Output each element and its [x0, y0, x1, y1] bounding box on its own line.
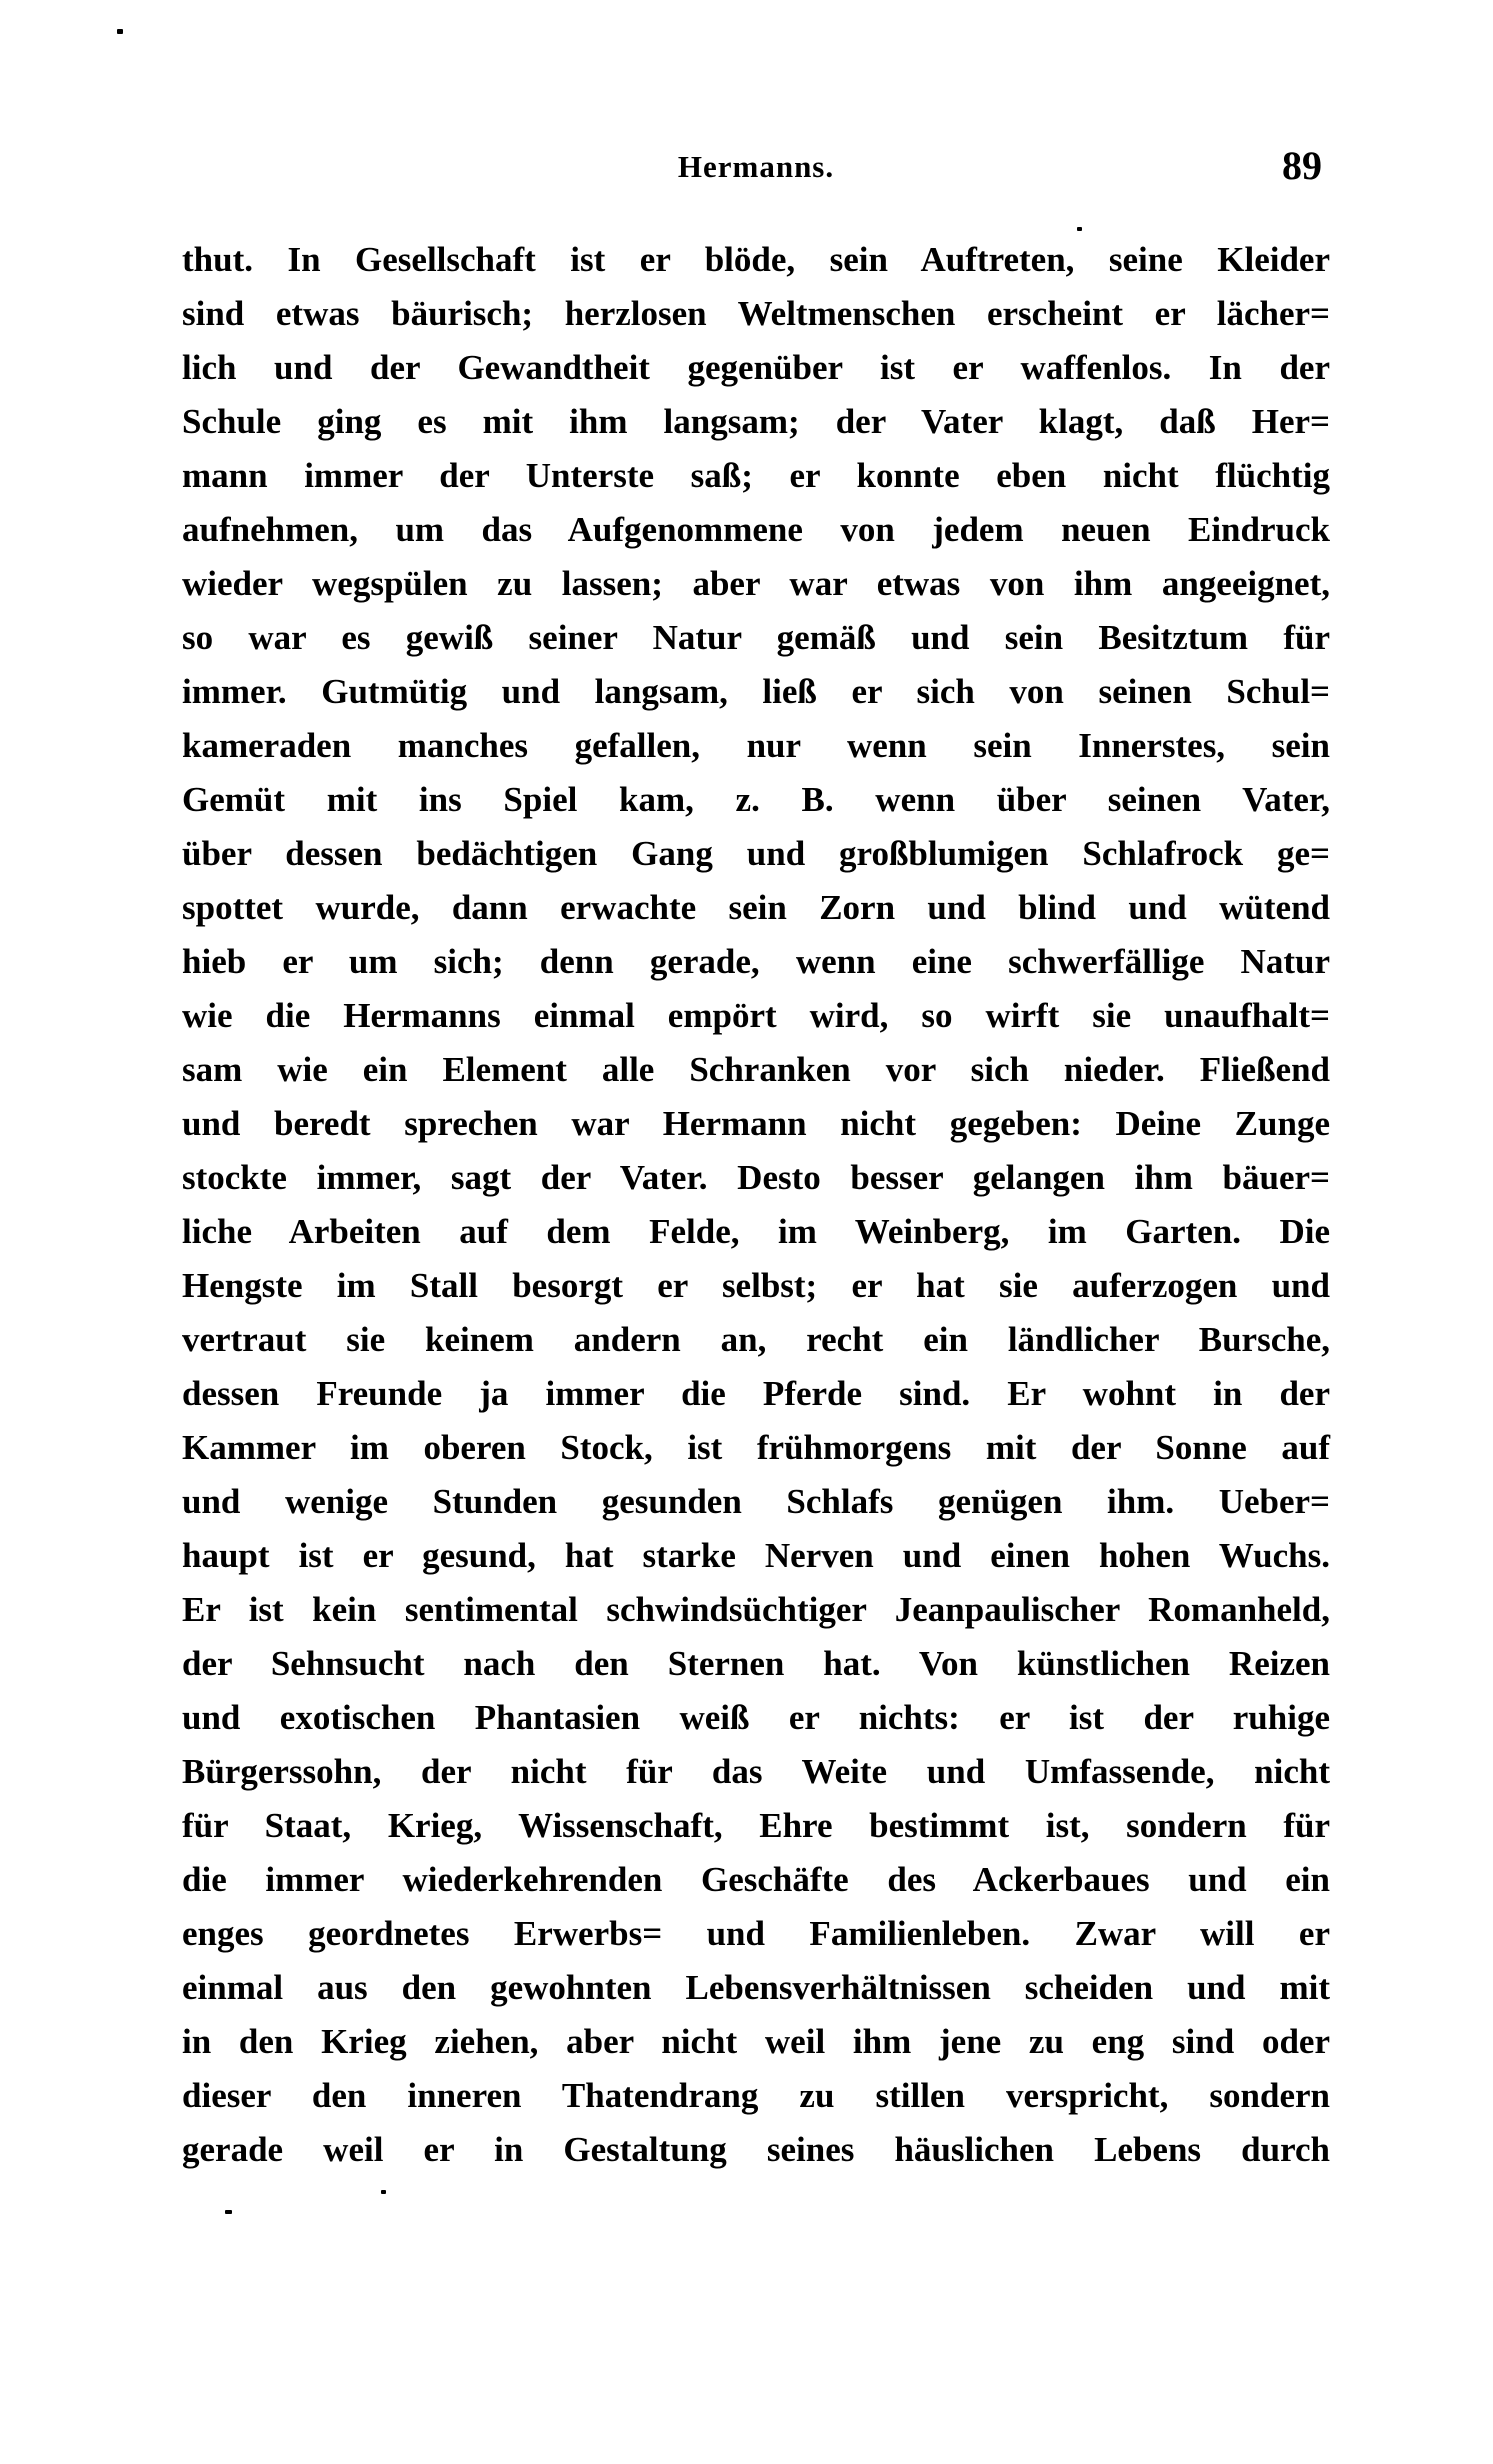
page-header	[182, 138, 1330, 196]
text-line: über dessen bedächtigen Gang und großblumigen Schlafrock ge=	[182, 834, 1330, 873]
text-line: die immer wiederkehrenden Geschäfte des Ackerbaues und ein	[182, 1860, 1330, 1899]
ink-speck	[381, 2190, 386, 2194]
text-line: spottet wurde, dann erwachte sein Zorn und blind und wütend	[182, 888, 1330, 927]
text-line: aufnehmen, um das Aufgenommene von jedem neuen Eindruck	[182, 510, 1330, 549]
text-line: und beredt sprechen war Hermann nicht gegeben: Deine Zunge	[182, 1104, 1330, 1143]
text-line: hieb er um sich; denn gerade, wenn eine schwerfällige Natur	[182, 942, 1330, 981]
text-line: sam wie ein Element alle Schranken vor sich nieder. Fließend	[182, 1050, 1330, 1089]
text-line: enges geordnetes Erwerbs= und Familienleben. Zwar will er	[182, 1914, 1330, 1953]
text-line: thut. In Gesellschaft ist er blöde, sein Auftreten, seine Kleider	[182, 240, 1330, 279]
text-line: kameraden manches gefallen, nur wenn sein Innerstes, sein	[182, 726, 1330, 765]
text-line: und exotischen Phantasien weiß er nichts: er ist der ruhige	[182, 1698, 1330, 1737]
ink-speck	[117, 29, 123, 34]
text-line: der Sehnsucht nach den Sternen hat. Von künstlichen Reizen	[182, 1644, 1330, 1683]
text-line: sind etwas bäurisch; herzlosen Weltmenschen erscheint er lächer=	[182, 294, 1330, 333]
text-line: Er ist kein sentimental schwindsüchtiger Jeanpaulischer Romanheld,	[182, 1590, 1330, 1629]
text-line: lich und der Gewandtheit gegenüber ist er waffenlos. In der	[182, 348, 1330, 387]
text-line: mann immer der Unterste saß; er konnte eben nicht flüchtig	[182, 456, 1330, 495]
text-line: vertraut sie keinem andern an, recht ein ländlicher Bursche,	[182, 1320, 1330, 1359]
text-line: immer. Gutmütig und langsam, ließ er sich von seinen Schul=	[182, 672, 1330, 711]
ink-speck	[225, 2210, 232, 2214]
text-line: dieser den inneren Thatendrang zu stillen verspricht, sondern	[182, 2076, 1330, 2115]
text-line: wie die Hermanns einmal empört wird, so wirft sie unaufhalt=	[182, 996, 1330, 1035]
text-line: in den Krieg ziehen, aber nicht weil ihm jene zu eng sind oder	[182, 2022, 1330, 2061]
ink-speck	[1077, 227, 1082, 231]
text-line: liche Arbeiten auf dem Felde, im Weinberg, im Garten. Die	[182, 1212, 1330, 1251]
text-line: Bürgerssohn, der nicht für das Weite und Umfassende, nicht	[182, 1752, 1330, 1791]
text-line: stockte immer, sagt der Vater. Desto besser gelangen ihm bäuer=	[182, 1158, 1330, 1197]
page-body	[182, 233, 1330, 2177]
page-number: 89	[1282, 143, 1322, 188]
running-title: Hermanns.	[677, 149, 835, 184]
text-line: dessen Freunde ja immer die Pferde sind. Er wohnt in der	[182, 1374, 1330, 1413]
text-line: wieder wegspülen zu lassen; aber war etwas von ihm angeeignet,	[182, 564, 1330, 603]
text-line: einmal aus den gewohnten Lebensverhältnissen scheiden und mit	[182, 1968, 1330, 2007]
text-line: gerade weil er in Gestaltung seines häuslichen Lebens durch	[182, 2130, 1330, 2169]
text-line: so war es gewiß seiner Natur gemäß und sein Besitztum für	[182, 618, 1330, 657]
text-line: haupt ist er gesund, hat starke Nerven und einen hohen Wuchs.	[182, 1536, 1330, 1575]
text-line: Hengste im Stall besorgt er selbst; er hat sie auferzogen und	[182, 1266, 1330, 1305]
text-line: und wenige Stunden gesunden Schlafs genügen ihm. Ueber=	[182, 1482, 1330, 1521]
text-line: Schule ging es mit ihm langsam; der Vater klagt, daß Her=	[182, 402, 1330, 441]
text-line: Gemüt mit ins Spiel kam, z. B. wenn über seinen Vater,	[182, 780, 1330, 819]
text-line: Kammer im oberen Stock, ist frühmorgens mit der Sonne auf	[182, 1428, 1330, 1467]
text-line: für Staat, Krieg, Wissenschaft, Ehre bestimmt ist, sondern für	[182, 1806, 1330, 1845]
